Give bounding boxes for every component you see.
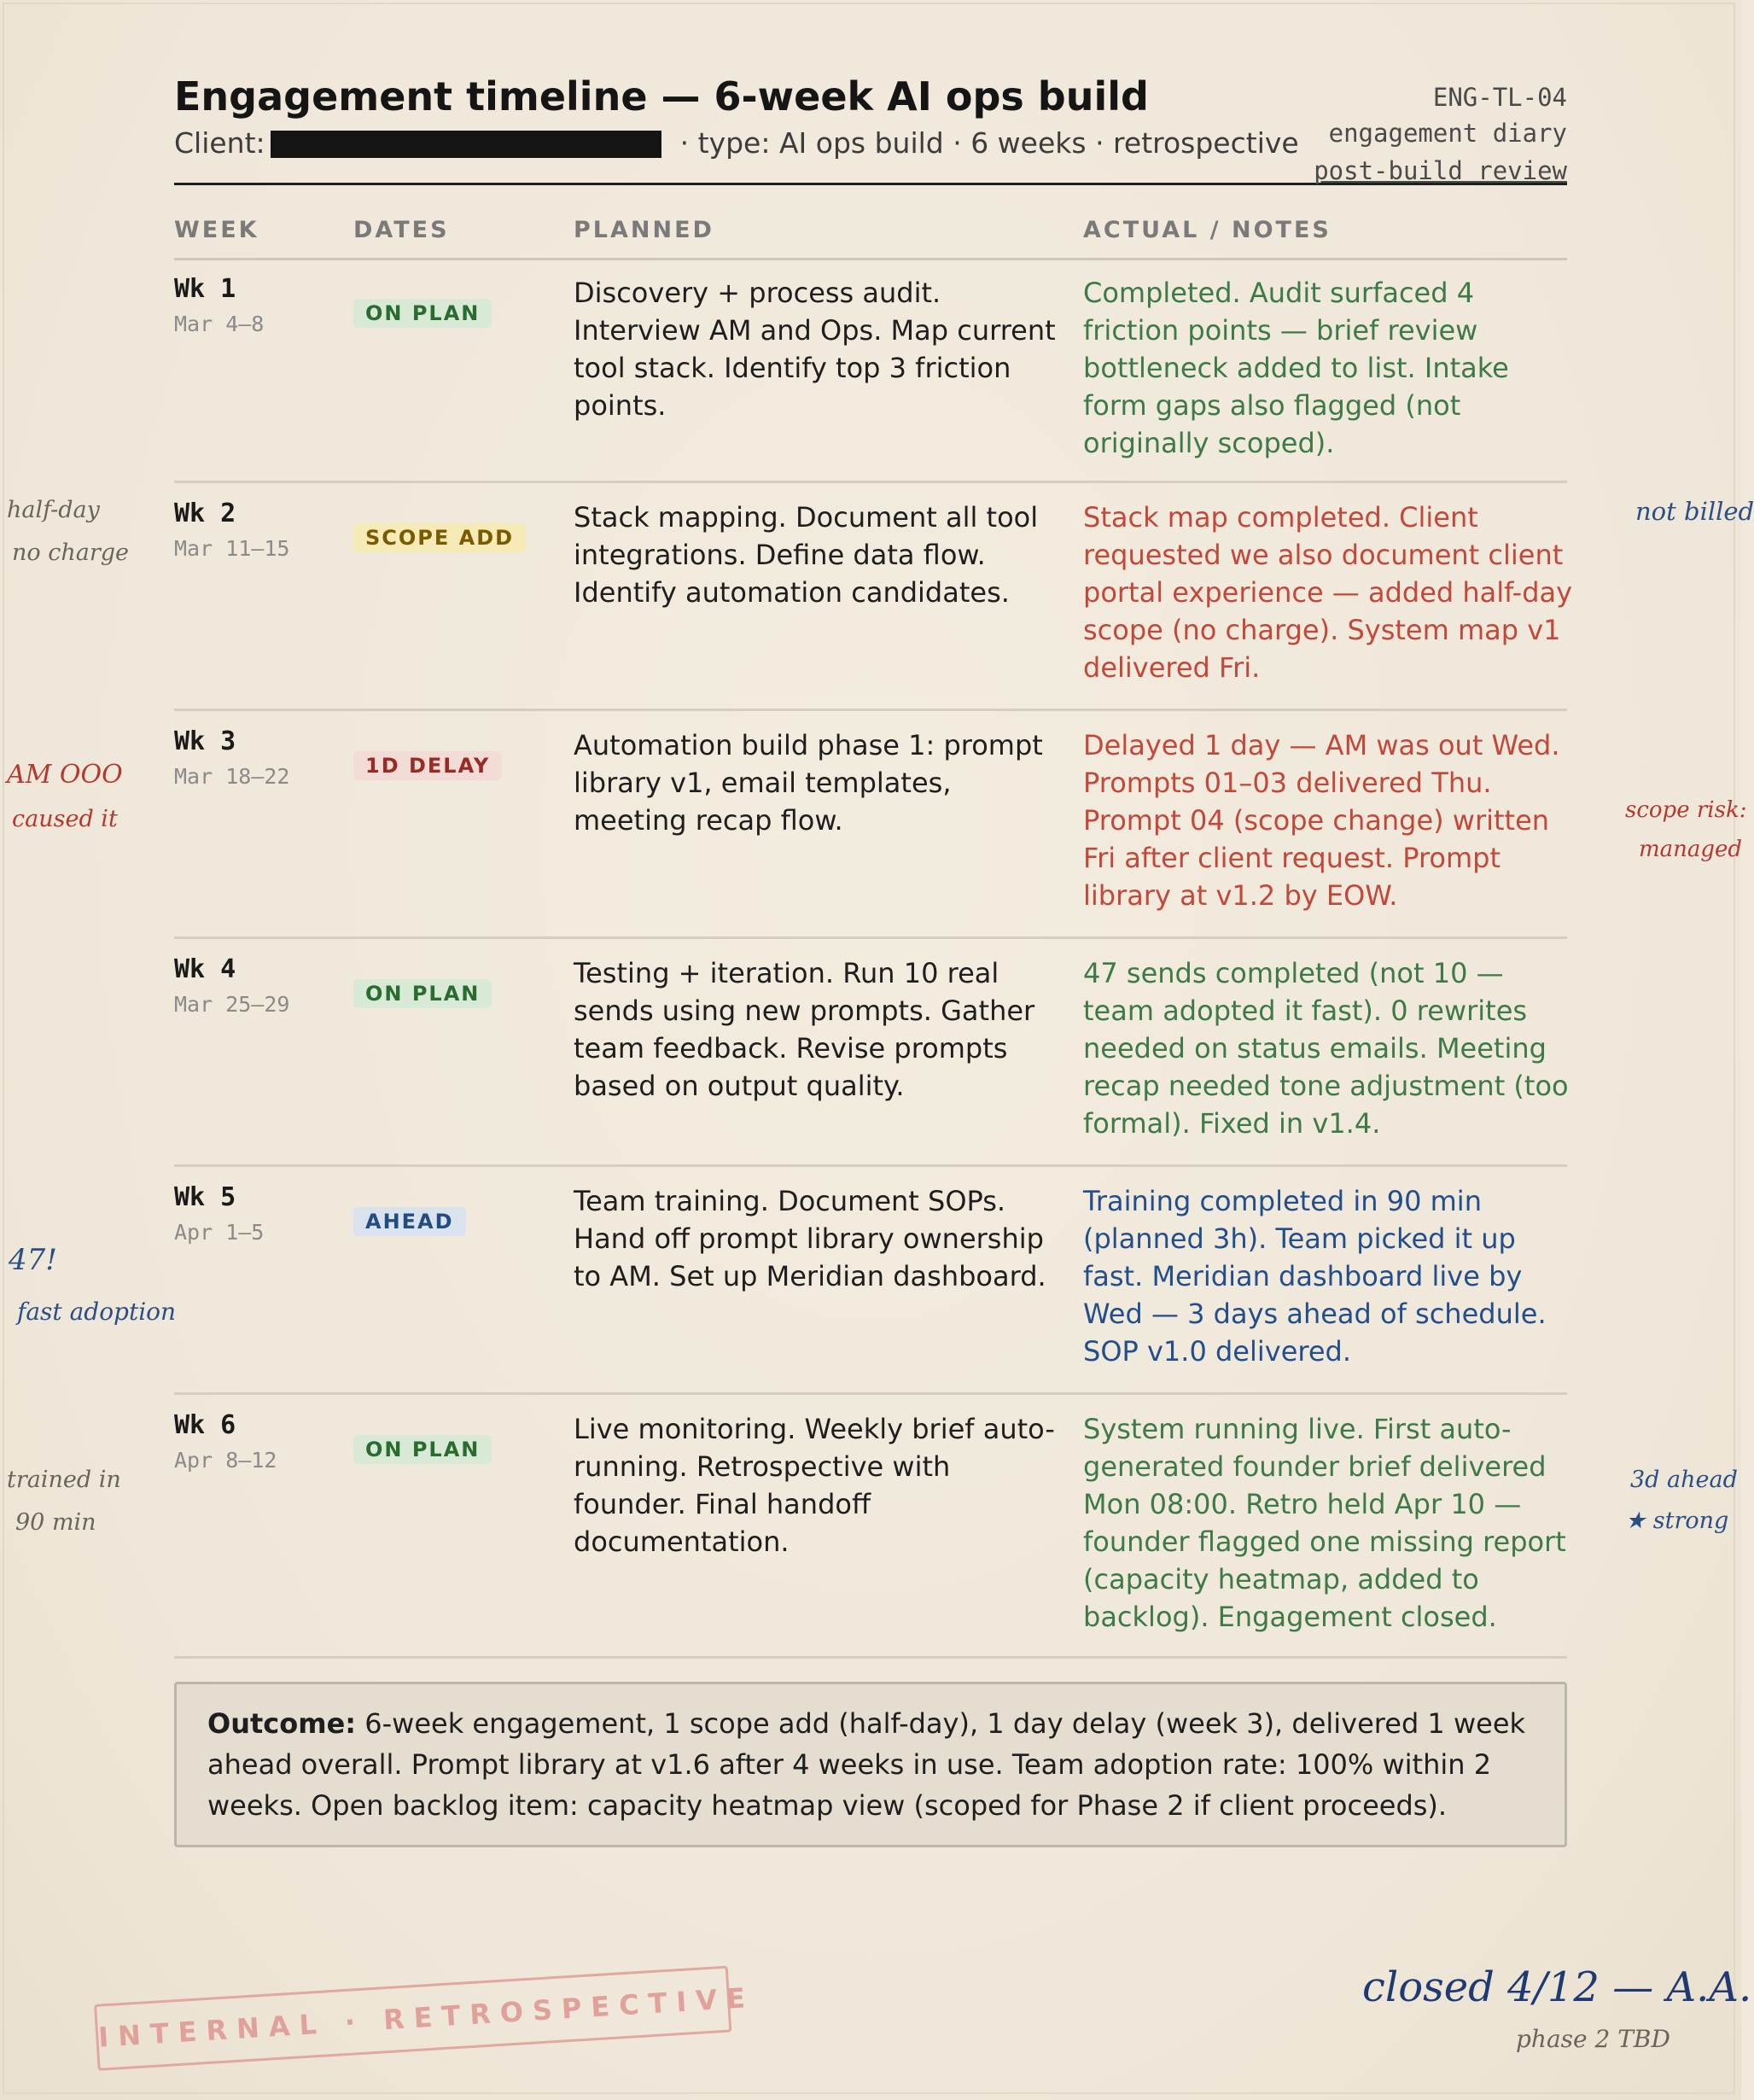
planned-text: Team training. Document SOPs. Hand off prompt library ownership to AM. Set up Meridian dashboard. [574,1185,1046,1292]
status-badge: SCOPE ADD [353,523,526,552]
table-row [174,1167,1567,1395]
week-label: Wk 4 [174,954,236,984]
table-row [174,711,1567,939]
week-dates: Mar 25–29 [174,992,290,1017]
actual-text: 47 sends completed (not 10 — team adopted it fast). 0 rewrites needed on status emails. Meeting recap needed tone adjustment (too formal). Fixed in v1.4. [1083,957,1569,1140]
week-dates: Mar 18–22 [174,764,290,789]
document-header [174,73,1567,185]
client-meta: · type: AI ops build · 6 weeks · retrospective [679,126,1299,160]
status-badge: AHEAD [353,1207,466,1236]
table-row [174,483,1573,711]
table-row [174,1395,1567,1659]
actual-text: System running live. First auto-generated founder brief delivered Mon 08:00. Retro held Apr 10 — founder flagged one missing report (capacity heatmap, added to backlog). Engagement closed. [1083,1413,1566,1633]
col-week: WEEK [174,217,259,243]
week-dates: Mar 4–8 [174,312,265,336]
margin-note: ★ strong [1625,1508,1729,1534]
col-planned: PLANNED [574,217,714,243]
doc-stage: post-build review [1314,156,1567,185]
margin-note: 3d ahead [1630,1467,1738,1493]
week-label: Wk 1 [174,274,236,304]
planned-text: Live monitoring. Weekly brief auto-running. Retrospective with founder. Final handoff documentation. [574,1413,1055,1558]
col-dates: DATES [353,217,450,243]
margin-note: trained in [7,1467,121,1493]
client-line [174,126,1299,160]
planned-text: Testing + iteration. Run 10 real sends using new prompts. Gather team feedback. Revise prompts based on output quality. [574,957,1035,1102]
outcome-text: 6-week engagement, 1 scope add (half-day), 1 day delay (week 3), delivered 1 week ahead overall. Prompt library at v1.6 after 4 weeks in use. Team adoption rate: 100% within 2 weeks. Open backlog item: capacity heatmap view (scoped for Phase 2 if client proceeds). [207,1707,1526,1822]
status-badge: ON PLAN [353,979,492,1008]
col-actual: ACTUAL / NOTES [1083,217,1332,243]
planned-text: Discovery + process audit. Interview AM and Ops. Map current tool stack. Identify top 3 friction points. [574,277,1056,422]
signature-note: phase 2 TBD [1516,2025,1670,2053]
status-badge: ON PLAN [353,299,492,328]
signature: closed 4/12 — A.A. [1362,1963,1752,2011]
actual-text: Delayed 1 day — AM was out Wed. Prompts 01–03 delivered Thu. Prompt 04 (scope change) written Fri after client request. Prompt library at v1.2 by EOW. [1083,729,1560,912]
margin-note: 47! [9,1243,57,1277]
outcome-label: Outcome: [207,1707,357,1740]
status-badge: 1D DELAY [353,751,502,780]
actual-text: Stack map completed. Client requested we also document client portal experience — added half-day scope (no charge). System map v1 delivered Fri. [1083,501,1573,684]
doc-type: engagement diary [1328,119,1567,148]
week-dates: Mar 11–15 [174,536,290,561]
status-badge: ON PLAN [353,1435,492,1464]
actual-text: Training completed in 90 min (planned 3h). Team picked it up fast. Meridian dashboard live by Wed — 3 days ahead of schedule. SOP v1.0 delivered. [1083,1185,1547,1368]
page-title: Engagement timeline — 6-week AI ops build [174,73,1149,120]
table-header [174,213,1567,260]
internal-stamp: INTERNAL · RETROSPECTIVE [94,1966,731,2071]
margin-note: half-day [7,497,100,523]
margin-note: no charge [12,540,130,566]
margin-note: scope risk: [1625,797,1747,823]
margin-note: AM OOO [7,760,123,790]
redacted-client-name [271,131,661,158]
planned-text: Automation build phase 1: prompt library v1, email templates, meeting recap flow. [574,729,1043,837]
week-label: Wk 3 [174,726,236,756]
week-label: Wk 2 [174,499,236,528]
planned-text: Stack mapping. Document all tool integrations. Define data flow. Identify automation candidates. [574,501,1039,609]
table-row [174,939,1567,1167]
doc-id: ENG-TL-04 [1432,83,1567,112]
margin-note: not billed [1635,497,1754,526]
table-row [174,260,1567,483]
document-meta [1314,80,1567,190]
margin-note: 90 min [15,1509,96,1536]
week-label: Wk 5 [174,1182,236,1212]
week-dates: Apr 1–5 [174,1220,265,1245]
outcome-box [174,1682,1567,1847]
week-label: Wk 6 [174,1410,236,1440]
margin-note: caused it [12,806,118,832]
client-label: Client: [174,126,265,160]
margin-note: managed [1639,837,1743,862]
actual-text: Completed. Audit surfaced 4 friction points — brief review bottleneck added to list. Intake form gaps also flagged (not originally scoped). [1083,277,1509,459]
week-dates: Apr 8–12 [174,1448,277,1473]
margin-note: fast adoption [17,1298,177,1326]
